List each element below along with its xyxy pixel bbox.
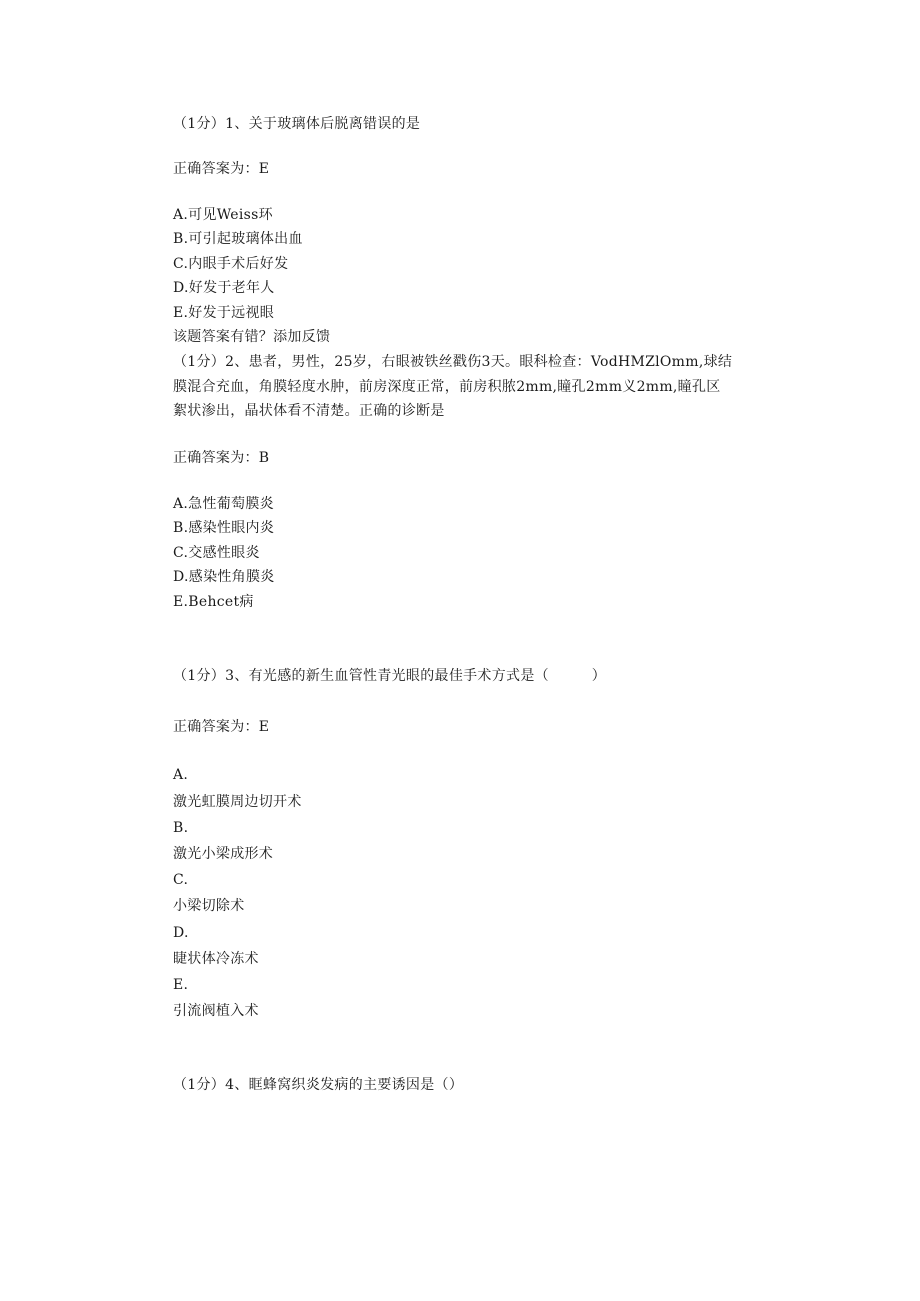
question-2-title-line-1: （1分）2、患者，男性，25岁，右眼被铁丝戳伤3天。眼科检查：VodHMZlOmm,球结 bbox=[173, 354, 733, 370]
question-1-answer: 正确答案为：E bbox=[173, 161, 270, 177]
question-2-title-line-3: 絮状渗出，晶状体看不清楚。正确的诊断是 bbox=[173, 403, 445, 419]
question-1-option-a: A.可见Weiss环 bbox=[173, 207, 273, 223]
question-3-option-a-text: 激光虹膜周边切开术 bbox=[173, 794, 302, 810]
question-3-option-c-text: 小梁切除术 bbox=[173, 898, 245, 914]
question-1-option-d: D.好发于老年人 bbox=[173, 280, 275, 296]
question-4-title: （1分）4、眶蜂窝织炎发病的主要诱因是（） bbox=[173, 1077, 464, 1093]
question-2-answer: 正确答案为：B bbox=[173, 450, 270, 466]
question-2-option-d: D.感染性角膜炎 bbox=[173, 569, 275, 585]
question-2-option-e: E.Behcet病 bbox=[173, 594, 254, 610]
question-2-title-line-2: 膜混合充血，角膜轻度水肿，前房深度正常，前房积脓2mm,瞳孔2mm义2mm,瞳孔区 bbox=[173, 379, 721, 395]
question-2-option-c: C.交感性眼炎 bbox=[173, 545, 260, 561]
question-2-option-a: A.急性葡萄膜炎 bbox=[173, 496, 274, 512]
question-3-option-a-letter: A. bbox=[173, 767, 189, 783]
question-1-option-c: C.内眼手术后好发 bbox=[173, 256, 289, 272]
question-3-option-b-text: 激光小梁成形术 bbox=[173, 846, 274, 862]
question-3-option-c-letter: C. bbox=[173, 872, 189, 888]
question-1-option-b: B.可引起玻璃体出血 bbox=[173, 231, 303, 247]
question-3-option-d-letter: D. bbox=[173, 925, 189, 941]
question-2-option-b: B.感染性眼内炎 bbox=[173, 520, 275, 536]
question-3-option-b-letter: B. bbox=[173, 820, 189, 836]
question-3-title: （1分）3、有光感的新生血管性青光眼的最佳手术方式是（ ） bbox=[173, 668, 607, 684]
question-1-option-e: E.好发于远视眼 bbox=[173, 305, 275, 321]
question-3-option-e-text: 引流阀植入术 bbox=[173, 1003, 259, 1019]
feedback-link[interactable]: 该题答案有错？添加反馈 bbox=[173, 329, 331, 345]
question-3-option-d-text: 睫状体冷冻术 bbox=[173, 951, 259, 967]
question-3-option-e-letter: E. bbox=[173, 977, 189, 993]
question-1-title: （1分）1、关于玻璃体后脱离错误的是 bbox=[173, 116, 421, 132]
question-3-answer: 正确答案为：E bbox=[173, 719, 270, 735]
